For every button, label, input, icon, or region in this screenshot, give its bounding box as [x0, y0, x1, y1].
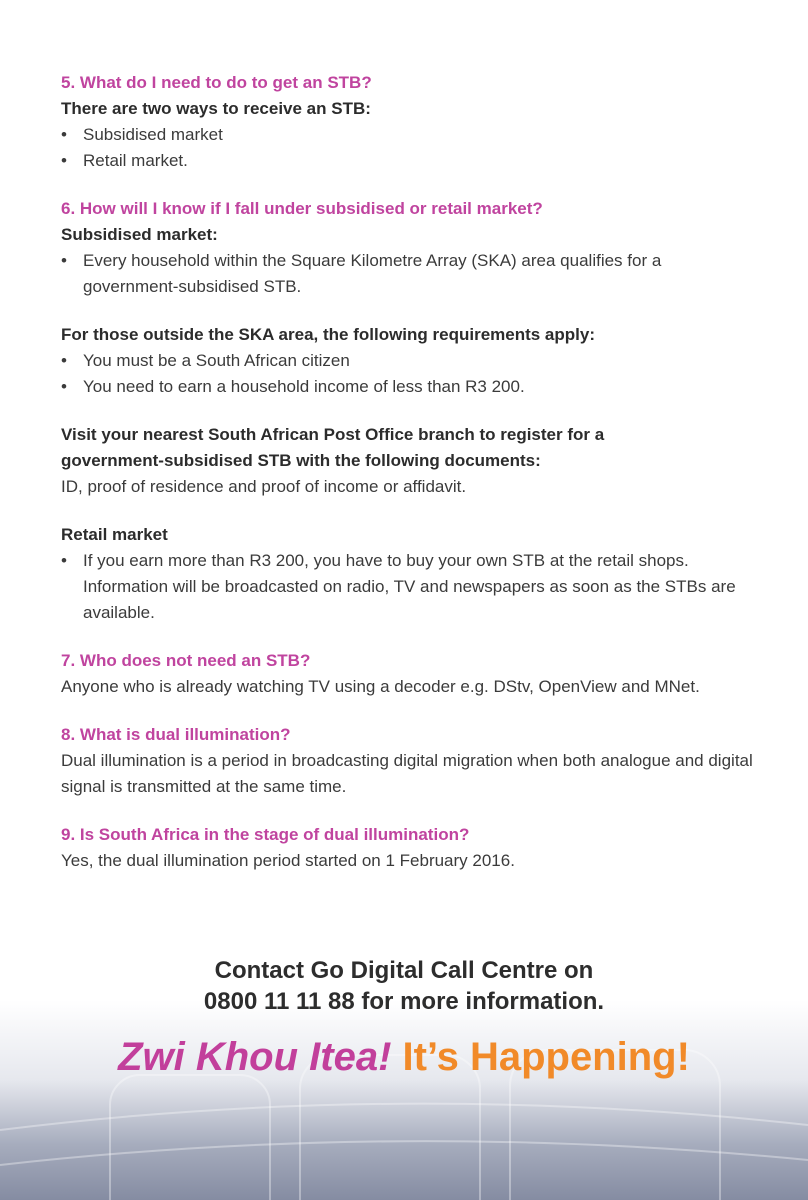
- list-item: • Every household within the Square Kilometre Array (SKA) area qualifies for a government-subsidised STB.: [61, 248, 761, 300]
- question-heading: 5. What do I need to do to get an STB?: [61, 73, 372, 92]
- faq-question-6: [61, 196, 761, 626]
- faq-question-7: [61, 648, 761, 700]
- answer-text: Dual illumination is a period in broadcasting digital migration when both analogue and digital signal is transmitted at the same time.: [61, 751, 753, 796]
- list-item: • Retail market.: [61, 148, 761, 174]
- visit-instruction-line: government-subsidised STB with the following documents:: [61, 451, 541, 470]
- bullet-list: [61, 348, 761, 400]
- bullet-list: [61, 248, 761, 300]
- question-heading: 8. What is dual illumination?: [61, 725, 291, 744]
- contact-phone-line: 0800 11 11 88 for more information.: [203, 988, 605, 1015]
- list-item: • Subsidised market: [61, 122, 761, 148]
- list-item: • If you earn more than R3 200, you have to buy your own STB at the retail shops. Information will be broadcasted on radio, TV and newspapers as soon as the STBs are available.: [61, 548, 761, 626]
- retail-heading: Retail market: [61, 525, 168, 544]
- bullet-list: [61, 548, 761, 626]
- list-item: • You need to earn a household income of less than R3 200.: [61, 374, 761, 400]
- question-heading: 7. Who does not need an STB?: [61, 651, 311, 670]
- tagline-english: It’s Happening!: [402, 1035, 690, 1079]
- question-heading: 6. How will I know if I fall under subsidised or retail market?: [61, 199, 543, 218]
- intro-text: There are two ways to receive an STB:: [61, 99, 371, 118]
- faq-content: [61, 70, 761, 874]
- call-centre-contact: [0, 955, 808, 1017]
- outside-ska-heading: For those outside the SKA area, the following requirements apply:: [61, 325, 595, 344]
- question-heading: 9. Is South Africa in the stage of dual illumination?: [61, 825, 470, 844]
- faq-question-5: [61, 70, 761, 174]
- campaign-tagline: [0, 1032, 808, 1082]
- answer-text: Anyone who is already watching TV using a decoder e.g. DStv, OpenView and MNet.: [61, 677, 700, 696]
- bullet-list: [61, 122, 761, 174]
- contact-line: Contact Go Digital Call Centre on: [214, 957, 594, 984]
- documents-text: ID, proof of residence and proof of income or affidavit.: [61, 477, 467, 496]
- list-item: • You must be a South African citizen: [61, 348, 761, 374]
- faq-question-8: [61, 722, 761, 800]
- faq-question-9: [61, 822, 761, 874]
- tagline-venda: Zwi Khou Itea!: [118, 1035, 392, 1079]
- visit-instruction-line: Visit your nearest South African Post Office branch to register for a: [61, 425, 605, 444]
- subsidised-heading: Subsidised market:: [61, 225, 218, 244]
- answer-text: Yes, the dual illumination period started on 1 February 2016.: [61, 851, 515, 870]
